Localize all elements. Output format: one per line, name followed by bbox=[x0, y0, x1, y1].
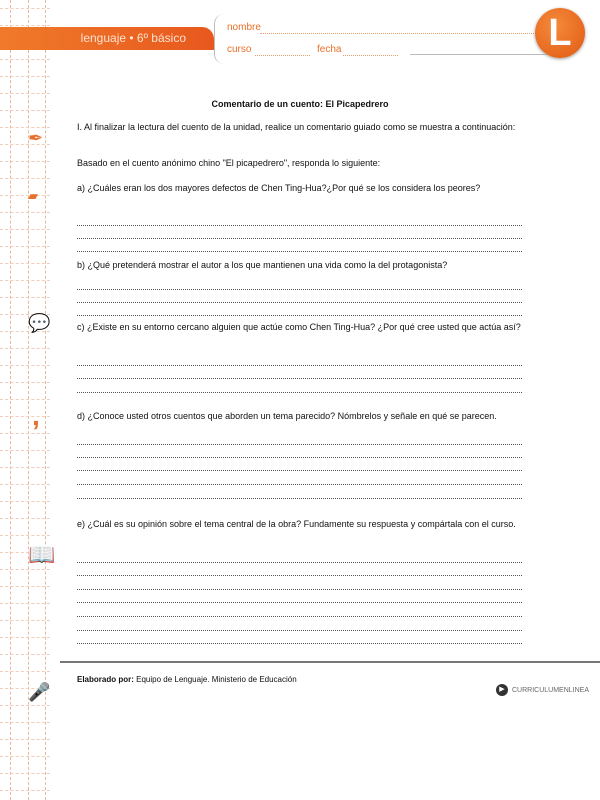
grid-line bbox=[0, 229, 50, 230]
answer-line[interactable] bbox=[77, 470, 522, 471]
answer-line[interactable] bbox=[77, 315, 522, 316]
grid-line bbox=[0, 484, 50, 485]
answer-line[interactable] bbox=[77, 378, 522, 379]
speech-bubble-icon: 💬 bbox=[28, 313, 51, 333]
credit-label: Elaborado por: bbox=[77, 675, 134, 684]
grid-line bbox=[0, 569, 50, 570]
answer-line[interactable] bbox=[77, 630, 522, 631]
grid-line bbox=[0, 637, 50, 638]
grid-line bbox=[45, 0, 46, 800]
intro-text: Basado en el cuento anónimo chino "El picapedrero", responda lo siguiente: bbox=[77, 158, 381, 168]
grid-line bbox=[0, 8, 50, 9]
grid-line bbox=[0, 790, 50, 791]
grid-line bbox=[0, 620, 50, 621]
answer-line[interactable] bbox=[77, 289, 522, 290]
grid-line bbox=[0, 535, 50, 536]
answer-line[interactable] bbox=[77, 302, 522, 303]
answer-line[interactable] bbox=[77, 562, 522, 563]
grid-line bbox=[0, 518, 50, 519]
question-a: a) ¿Cuáles eran los dos mayores defectos de Chen Ting-Hua?¿Por qué se los considera los peores? bbox=[77, 183, 481, 193]
date-label: fecha bbox=[317, 44, 342, 55]
answer-line[interactable] bbox=[77, 225, 522, 226]
grid-line bbox=[0, 450, 50, 451]
student-info-form bbox=[214, 14, 565, 64]
grid-line bbox=[0, 365, 50, 366]
grid-line bbox=[10, 0, 11, 800]
grid-line bbox=[0, 586, 50, 587]
answer-line[interactable] bbox=[77, 365, 522, 366]
grid-line bbox=[0, 416, 50, 417]
inkwell-icon: ▰ bbox=[28, 188, 38, 203]
grid-line bbox=[0, 773, 50, 774]
answer-line[interactable] bbox=[77, 498, 522, 499]
grid-line bbox=[0, 263, 50, 264]
grid-line bbox=[0, 348, 50, 349]
grid-line bbox=[0, 705, 50, 706]
grid-line bbox=[0, 756, 50, 757]
grid-line bbox=[0, 433, 50, 434]
grid-line bbox=[0, 246, 50, 247]
grid-line bbox=[0, 212, 50, 213]
credit-text: Equipo de Lenguaje. Ministerio de Educación bbox=[136, 675, 297, 684]
answer-line[interactable] bbox=[77, 589, 522, 590]
answer-line[interactable] bbox=[77, 602, 522, 603]
date-field[interactable] bbox=[343, 55, 398, 56]
subject-label: lenguaje • 6º básico bbox=[80, 31, 186, 45]
credit bbox=[77, 675, 297, 684]
grid-line bbox=[0, 671, 50, 672]
answer-line[interactable] bbox=[77, 616, 522, 617]
answer-line[interactable] bbox=[77, 457, 522, 458]
play-icon: ▶ bbox=[496, 684, 508, 696]
answer-line[interactable] bbox=[77, 444, 522, 445]
grid-line bbox=[0, 501, 50, 502]
microphone-icon: 🎤 bbox=[28, 682, 51, 702]
grid-line bbox=[0, 178, 50, 179]
answer-line[interactable] bbox=[77, 575, 522, 576]
answer-line[interactable] bbox=[77, 392, 522, 393]
question-b: b) ¿Qué pretenderá mostrar el autor a los que mantienen una vida como la del protagonista? bbox=[77, 260, 448, 270]
page-title: Comentario de un cuento: El Picapedrero bbox=[211, 99, 389, 109]
question-c: c) ¿Existe en su entorno cercano alguien que actúe como Chen Ting-Hua? ¿Por qué cree usted que actúa así? bbox=[77, 322, 521, 332]
grid-line bbox=[0, 722, 50, 723]
name-field[interactable] bbox=[260, 33, 560, 34]
course-label: curso bbox=[227, 44, 252, 55]
course-field[interactable] bbox=[255, 55, 310, 56]
answer-line[interactable] bbox=[77, 238, 522, 239]
grid-line bbox=[0, 382, 50, 383]
grid-line bbox=[0, 59, 50, 60]
grid-line bbox=[0, 399, 50, 400]
name-label: nombre bbox=[227, 22, 261, 33]
answer-line[interactable] bbox=[77, 643, 522, 644]
quill-icon: ✒ bbox=[28, 128, 44, 148]
grid-line bbox=[0, 93, 50, 94]
grid-line bbox=[0, 76, 50, 77]
footer-divider bbox=[60, 661, 600, 663]
curriculum-logo bbox=[496, 684, 589, 696]
book-icon: 📖 bbox=[28, 542, 56, 567]
grid-line bbox=[0, 603, 50, 604]
grid-line bbox=[0, 654, 50, 655]
grid-line bbox=[0, 161, 50, 162]
grid-line bbox=[0, 297, 50, 298]
grid-line bbox=[0, 195, 50, 196]
question-d: d) ¿Conoce usted otros cuentos que aborden un tema parecido? Nómbrelos y señale en qué se parecen. bbox=[77, 411, 497, 421]
comma-icon: , bbox=[32, 400, 40, 431]
subject-logo: L bbox=[535, 8, 585, 58]
grid-line bbox=[0, 467, 50, 468]
grid-line bbox=[28, 0, 29, 800]
instruction-text: I. Al finalizar la lectura del cuento de la unidad, realice un comentario guiado como se muestra a continuación: bbox=[77, 122, 516, 132]
brand-label: CURRICULUMENLINEA bbox=[512, 686, 590, 694]
grid-line bbox=[0, 280, 50, 281]
question-e: e) ¿Cuál es su opinión sobre el tema central de la obra? Fundamente su respuesta y compártala con el curso. bbox=[77, 519, 516, 529]
subject-banner bbox=[0, 27, 214, 50]
grid-line bbox=[0, 25, 50, 26]
answer-line[interactable] bbox=[77, 484, 522, 485]
grid-line bbox=[0, 739, 50, 740]
answer-line[interactable] bbox=[77, 251, 522, 252]
